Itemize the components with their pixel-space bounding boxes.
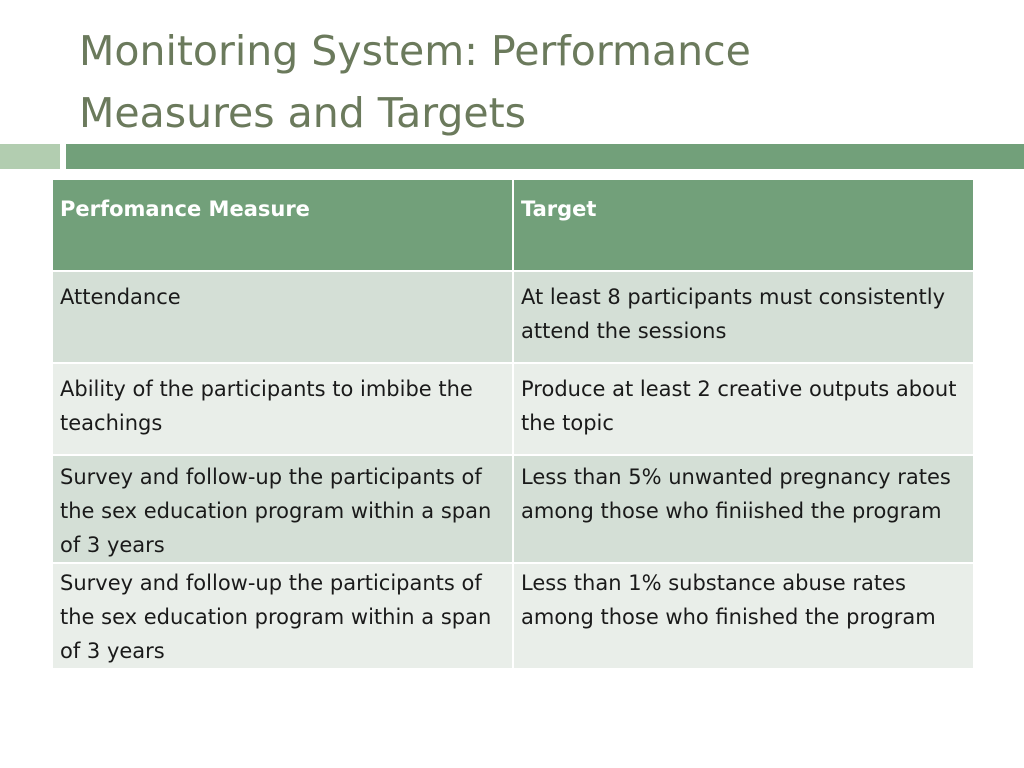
target-cell: Less than 5% unwanted pregnancy rates among those who finiished the program <box>513 455 974 563</box>
slide-title-line-1: Monitoring System: Performance <box>79 27 751 75</box>
accent-bar-left <box>0 144 60 169</box>
table-row <box>52 563 974 669</box>
header-target: Target <box>513 179 974 271</box>
measure-cell: Attendance <box>52 271 513 363</box>
measure-cell: Survey and follow-up the participants of the sex education program within a span of 3 years <box>52 455 513 563</box>
target-cell: Less than 1% substance abuse rates among those who finished the program <box>513 563 974 669</box>
measure-cell: Survey and follow-up the participants of the sex education program within a span of 3 years <box>52 563 513 669</box>
slide-title-line-2: Measures and Targets <box>79 89 527 137</box>
header-performance-measure: Perfomance Measure <box>52 179 513 271</box>
target-cell: Produce at least 2 creative outputs about the topic <box>513 363 974 455</box>
performance-table <box>51 178 975 670</box>
table-header-row <box>52 179 974 271</box>
table-row <box>52 271 974 363</box>
target-cell: At least 8 participants must consistently attend the sessions <box>513 271 974 363</box>
table-row <box>52 455 974 563</box>
measure-cell: Ability of the participants to imbibe the teachings <box>52 363 513 455</box>
table-row <box>52 363 974 455</box>
accent-bar-right <box>66 144 1024 169</box>
slide-title <box>79 20 979 144</box>
